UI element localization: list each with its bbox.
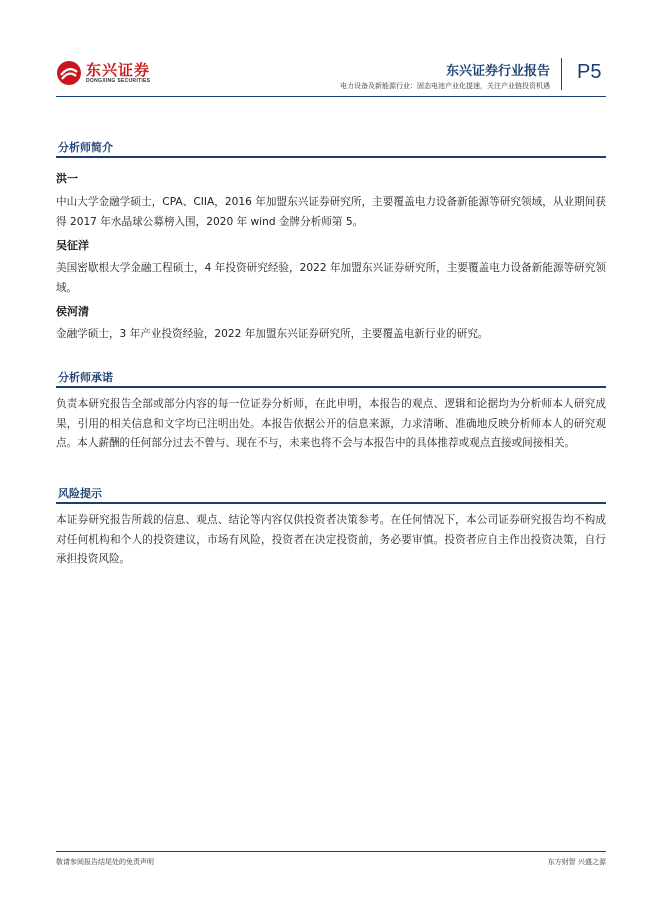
header-rule [56, 96, 606, 97]
commitment-text: 负责本研究报告全部或部分内容的每一位证券分析师，在此申明，本报告的观点、逻辑和论据均为分析师本人研究成果，引用的相关信息和文字均已注明出处。本报告依据公开的信息来源，力求清晰、准确地反映分析师本人的研究观点。本人薪酬的任何部分过去不曾与、现在不与，未来也将不会与本报告中的具体推荐或观点直接或间接相关。 [56, 398, 606, 449]
section-heading-text: 分析师承诺 [58, 371, 113, 384]
company-logo [56, 60, 150, 86]
section-heading-text: 分析师简介 [58, 141, 113, 154]
footer-disclaimer-note: 敬请参阅报告结尾处的免责声明 [56, 858, 154, 866]
logo-en-text: DONGXING SECURITIES [86, 77, 151, 84]
risk-text: 本证券研究报告所载的信息、观点、结论等内容仅供投资者决策参考。在任何情况下，本公司证券研究报告均不构成对任何机构和个人的投资建议，市场有风险，投资者在决定投资前，务必要审慎。投资者应自主作出投资决策，自行承担投资风险。 [56, 514, 606, 565]
report-title: 东兴证券行业报告 [445, 64, 550, 79]
section-analyst-intro-heading [56, 139, 606, 158]
analyst-bio: 中山大学金融学硕士，CPA、CIIA，2016 年加盟东兴证券研究所，主要覆盖电力设备新能源等研究领域，从业期间获得 2017 年水晶球公募榜入围，2020 年 wind 金牌分析师第 5。 [56, 196, 606, 228]
analyst-bio: 美国密歇根大学金融工程硕士，4 年投资研究经验，2022 年加盟东兴证券研究所，主要覆盖电力设备新能源等研究领域。 [56, 262, 606, 294]
section-risk-heading [56, 485, 606, 504]
section-commitment-heading [56, 369, 606, 388]
logo-cn-text: 东兴证券 [86, 60, 151, 79]
footer-rule [56, 851, 606, 852]
page-number: P5 [577, 61, 602, 83]
analyst-name: 吴征洋 [56, 239, 89, 252]
section-heading-text: 风险提示 [58, 487, 102, 500]
dongxing-logo-icon [56, 60, 82, 86]
header-divider [561, 58, 562, 90]
analyst-name: 洪一 [56, 172, 78, 185]
report-subtitle: 电力设备及新能源行业：固态电池产业化提速，关注产业链投资机遇 [340, 82, 550, 90]
footer-slogan: 东方财智 兴盛之源 [547, 858, 606, 866]
analyst-name: 侯河清 [56, 305, 89, 318]
analyst-bio: 金融学硕士，3 年产业投资经验，2022 年加盟东兴证券研究所，主要覆盖电新行业的研究。 [56, 328, 489, 340]
